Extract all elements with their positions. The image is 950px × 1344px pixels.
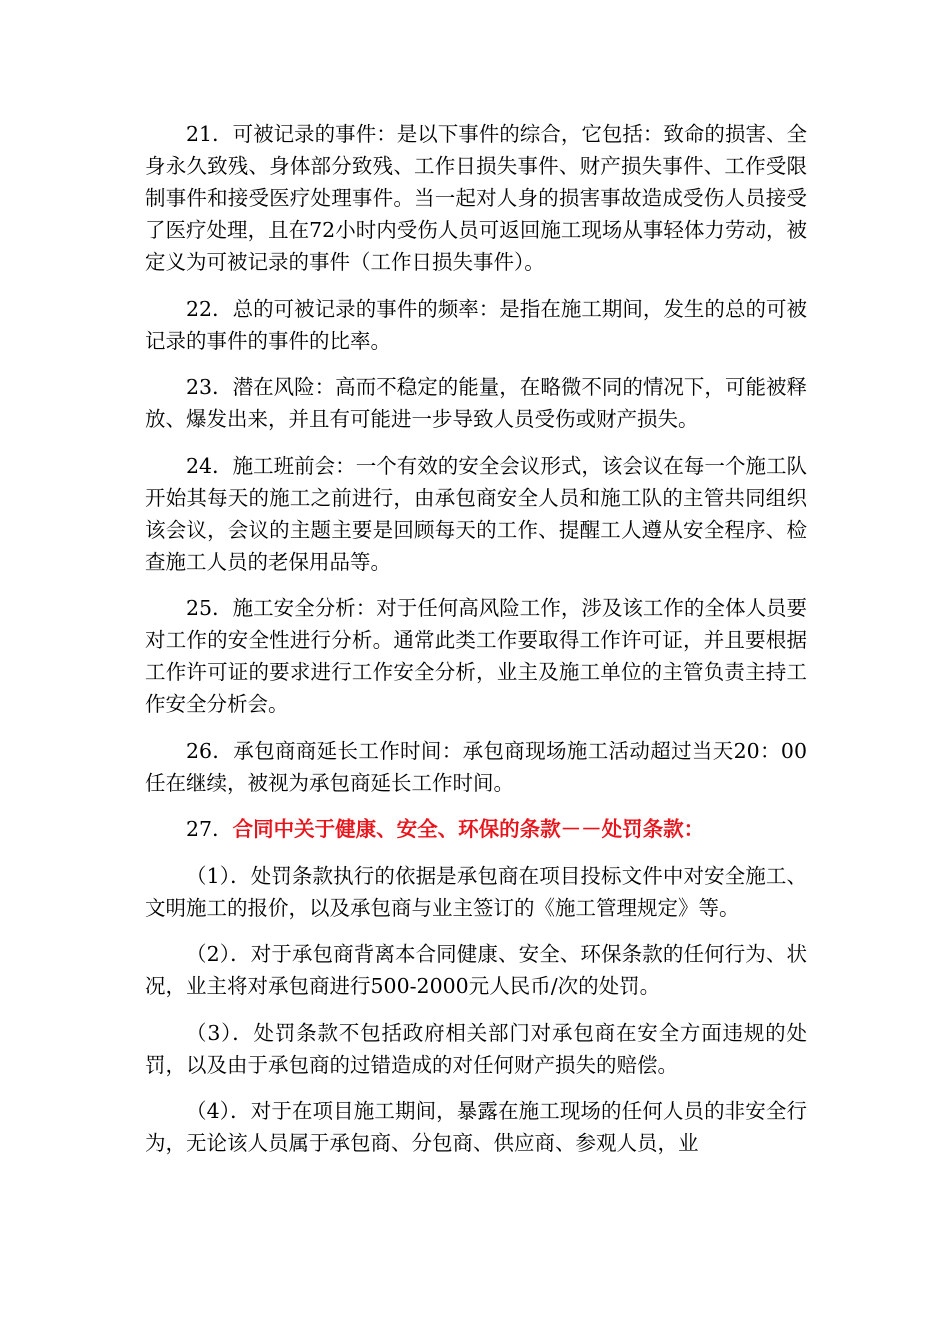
heading-number: 27．	[186, 817, 233, 841]
paragraph-25: 25．施工安全分析：对于任何高风险工作，涉及该工作的全体人员要对工作的安全性进行分析。通常此类工作要取得工作许可证，并且要根据工作许可证的要求进行工作安全分析，业主及施工单位的主管负责主持工作安全分析会。	[145, 596, 807, 716]
paragraph-24: 24．施工班前会：一个有效的安全会议形式，该会议在每一个施工队开始其每天的施工之前进行，由承包商安全人员和施工队的主管共同组织该会议，会议的主题主要是回顾每天的工作、提醒工人遵从安全程序、检查施工人员的老保用品等。	[145, 453, 807, 574]
paragraph-26: 26．承包商商延长工作时间：承包商现场施工活动超过当天20：00任在继续，被视为承包商延长工作时间。	[145, 738, 807, 795]
clause-2: （2）．对于承包商背离本合同健康、安全、环保条款的任何行为、状况，业主将对承包商进行500-2000元人民币/次的处罚。	[145, 942, 807, 998]
paragraph-22: 22．总的可被记录的事件的频率：是指在施工期间，发生的总的可被记录的事件的事件的比率。	[145, 296, 807, 353]
clause-3: （3）．处罚条款不包括政府相关部门对承包商在安全方面违规的处罚，以及由于承包商的过错造成的对任何财产损失的赔偿。	[145, 1020, 807, 1077]
heading-text: 合同中关于健康、安全、环保的条款－－处罚条款：	[232, 817, 705, 841]
clause-4: （4）．对于在项目施工期间，暴露在施工现场的任何人员的非安全行为，无论该人员属于承包商、分包商、供应商、参观人员，业	[145, 1099, 807, 1155]
clause-1: （1）．处罚条款执行的依据是承包商在项目投标文件中对安全施工、文明施工的报价，以及承包商与业主签订的《施工管理规定》等。	[145, 863, 807, 920]
paragraph-21: 21．可被记录的事件：是以下事件的综合，它包括：致命的损害、全身永久致残、身体部分致残、工作日损失事件、财产损失事件、工作受限制事件和接受医疗处理事件。当一起对人身的损害事故造成受伤人员接受了医疗处理，且在72小时内受伤人员可返回施工现场从事轻体力劳动，被定义为可被记录的事件（工作日损失事件）。	[145, 122, 807, 274]
paragraph-23: 23．潜在风险：高而不稳定的能量，在略微不同的情况下，可能被释放、爆发出来，并且有可能进一步导致人员受伤或财产损失。	[145, 375, 807, 431]
section-heading-27	[145, 813, 807, 845]
document-page	[145, 118, 807, 1174]
